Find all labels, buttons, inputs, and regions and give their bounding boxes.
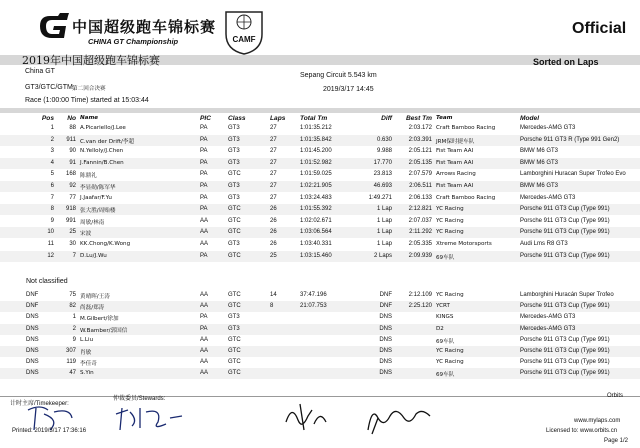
timekeeper-label: 计时主席/Timekeeper: — [10, 401, 69, 407]
result-cell-total: 1:03:15.460 — [300, 252, 332, 259]
result-cell-model: BMW M6 GT3 — [520, 148, 559, 155]
event-datetime: 2019/3/17 14:45 — [323, 86, 374, 93]
result-cell-best: 2:07.037 — [408, 217, 432, 224]
result-cell-pic: PA — [200, 252, 208, 259]
stewards-label: 仲裁委员/Stewards: — [113, 396, 166, 402]
result-cell-laps: 26 — [270, 206, 277, 213]
result-cell-model: Lamborghini Huracan Super Trofeo Evo — [520, 171, 626, 178]
nc-cell-class: GTC — [228, 336, 241, 343]
column-header-total: Total Tm — [300, 115, 328, 122]
site-mylaps: www.mylaps.com — [574, 418, 621, 424]
result-cell-laps: 27 — [270, 136, 277, 143]
nc-cell-model: Porsche 911 GT3 Cup (Type 991) — [520, 303, 610, 310]
nc-cell-class: GTC — [228, 348, 241, 354]
result-cell-best: 2:11.292 — [409, 229, 432, 236]
result-cell-class: GTC — [228, 171, 241, 178]
event-race-line: Race (1:00:00 Time) started at 15:03:44 — [25, 97, 149, 104]
result-cell-class: GT3 — [228, 125, 240, 131]
nc-cell-name: 肖敏 — [80, 350, 92, 356]
nc-cell-name: W.Bamber/郭国信 — [80, 327, 128, 334]
result-cell-best: 2:06.133 — [408, 194, 432, 201]
nc-cell-team: D2 — [436, 325, 444, 332]
season-title: 2019年中国超级跑车锦标赛 — [22, 54, 160, 67]
result-cell-diff: 9.988 — [376, 148, 392, 155]
nc-cell-diff: DNF — [379, 303, 392, 310]
result-cell-class: GT3 — [228, 183, 240, 189]
nc-cell-name: S.Yin — [80, 370, 94, 377]
result-cell-pos: 12 — [47, 252, 54, 259]
result-cell-name: 宋波 — [80, 231, 92, 238]
nc-cell-diff: DNS — [379, 314, 392, 321]
result-cell-laps: 27 — [270, 194, 277, 201]
result-cell-model: Porsche 911 GT3 Cup (Type 991) — [520, 206, 610, 213]
sorted-on-label: Sorted on Laps — [533, 57, 599, 67]
result-cell-name: 陈鼎礼 — [80, 173, 97, 180]
result-cell-name: A.Picariello/J.Lee — [80, 125, 126, 131]
nc-cell-no: 307 — [65, 348, 76, 354]
result-cell-diff: 2 Laps — [373, 252, 392, 259]
result-cell-team: Fist Team AAI — [436, 148, 474, 155]
result-cell-team: Craft Bamboo Racing — [436, 125, 496, 131]
series-name-en: CHINA GT Championship — [88, 37, 179, 46]
result-cell-name: J.Fannin/B.Chen — [80, 159, 124, 166]
nc-cell-pic: AA — [200, 303, 209, 310]
result-cell-no: 168 — [65, 171, 76, 178]
result-cell-best: 2:05.135 — [408, 159, 432, 166]
result-cell-total: 1:01:52.982 — [300, 159, 332, 166]
nc-cell-model: Mercedes-AMG GT3 — [520, 314, 576, 321]
nc-cell-team: YC Racing — [436, 348, 464, 354]
nc-cell-team: 69车队 — [436, 338, 455, 345]
result-cell-pos: 6 — [50, 183, 54, 189]
result-cell-pos: 7 — [50, 194, 54, 201]
nc-cell-model: Mercedes-AMG GT3 — [520, 325, 576, 332]
result-cell-total: 1:01:45.200 — [300, 148, 332, 155]
result-cell-total: 1:03:06.564 — [300, 229, 332, 236]
result-cell-team: Craft Bamboo Racing — [436, 194, 496, 201]
result-cell-model: BMW M6 GT3 — [520, 159, 559, 166]
result-cell-pos: 1 — [50, 125, 54, 131]
column-header-laps: Laps — [270, 115, 286, 122]
result-cell-diff: 1 Lap — [376, 206, 392, 213]
result-cell-pic: AA — [200, 217, 209, 224]
result-cell-no: 7 — [72, 252, 76, 259]
nc-cell-pos: DNS — [26, 359, 39, 366]
nc-cell-model: Porsche 911 GT3 Cup (Type 991) — [520, 359, 610, 366]
result-cell-model: Mercedes-AMG GT3 — [520, 194, 576, 201]
nc-cell-team: YC Racing — [436, 292, 464, 298]
result-cell-pos: 11 — [47, 241, 54, 247]
nc-cell-pic: AA — [200, 348, 209, 354]
result-cell-class: GT3 — [228, 194, 240, 201]
nc-cell-pic: AA — [200, 292, 209, 298]
result-cell-team: Fist Team AAI — [436, 183, 474, 189]
result-cell-pos: 8 — [50, 206, 54, 213]
camf-emblem-icon — [222, 6, 266, 56]
event-circuit: Sepang Circuit 5.543 km — [300, 72, 377, 79]
result-cell-name: 周敏/林南 — [80, 219, 105, 226]
nc-cell-no: 47 — [69, 370, 76, 377]
nc-cell-no: 75 — [69, 292, 76, 298]
event-classes: GT3/GTC/GTM — [25, 84, 73, 91]
nc-cell-pos: DNF — [26, 292, 39, 298]
nc-cell-laps: 8 — [270, 303, 274, 310]
nc-cell-diff: DNS — [379, 348, 392, 354]
nc-cell-diff: DNS — [379, 336, 392, 343]
result-cell-laps: 26 — [270, 217, 277, 224]
nc-cell-team: 69车队 — [436, 372, 455, 379]
nc-cell-name: 尚磊/郑涛 — [80, 305, 105, 312]
result-cell-no: 991 — [65, 217, 76, 224]
column-header-name: Name — [80, 115, 99, 121]
result-cell-total: 1:02:21.905 — [300, 183, 332, 189]
result-cell-no: 77 — [69, 194, 76, 201]
nc-cell-pos: DNS — [26, 370, 39, 377]
series-name-cn: 中国超级跑车锦标赛 — [72, 18, 217, 36]
nc-cell-no: 2 — [72, 325, 76, 332]
not-classified-label: Not classified — [26, 278, 68, 285]
nc-cell-model: Porsche 911 GT3 Cup (Type 991) — [520, 336, 610, 343]
nc-cell-pos: DNS — [26, 336, 39, 343]
nc-cell-model: Porsche 911 GT3 Cup (Type 991) — [520, 370, 610, 377]
nc-cell-pic: PA — [200, 325, 208, 332]
nc-cell-team: YC Racing — [436, 359, 464, 366]
event-round: 第二回合决赛 — [72, 86, 106, 92]
result-cell-model: Mercedes-AMG GT3 — [520, 125, 576, 131]
result-cell-no: 30 — [69, 241, 76, 247]
result-cell-pos: 2 — [50, 136, 54, 143]
nc-cell-no: 9 — [72, 336, 76, 343]
result-cell-pic: PA — [200, 171, 208, 178]
steward-signature-2-icon — [280, 400, 340, 434]
nc-cell-class: GT3 — [228, 314, 240, 321]
china-gt-logo-icon — [38, 10, 72, 42]
result-cell-team: YC Racing — [436, 206, 464, 213]
column-header-model: Model — [520, 115, 540, 122]
nc-cell-team: YCRT — [436, 303, 450, 310]
column-header-diff: Diff — [381, 115, 392, 122]
page-number: Page 1/2 — [604, 438, 629, 444]
result-cell-total: 1:01:55.392 — [300, 206, 332, 213]
result-cell-best: 2:12.821 — [408, 206, 432, 213]
result-cell-laps: 26 — [270, 229, 277, 236]
nc-cell-name: 黄晴晖/王涛 — [80, 294, 110, 300]
result-cell-best: 2:05.121 — [408, 148, 432, 155]
result-cell-model: Porsche 911 GT3 Cup (Type 991) — [520, 252, 610, 259]
result-cell-name: KK.Chong/K.Wong — [80, 241, 131, 247]
result-cell-no: 911 — [66, 136, 76, 143]
nc-cell-model: Lamborghini Huracán Super Trofeo — [520, 292, 614, 298]
result-cell-no: 25 — [69, 229, 76, 236]
result-cell-model: BMW M6 GT3 — [520, 183, 559, 189]
result-cell-pic: AA — [200, 241, 209, 247]
result-cell-diff: 0.630 — [376, 136, 392, 143]
column-header-class: Class — [228, 115, 246, 122]
column-header-best: Best Tm — [405, 115, 432, 122]
nc-cell-total: 21:07.753 — [300, 303, 327, 310]
result-cell-class: GTC — [228, 206, 241, 213]
result-cell-class: GT3 — [228, 136, 240, 143]
header-bar — [0, 108, 640, 113]
nc-cell-class: GTC — [228, 303, 241, 310]
nc-cell-class: GTC — [228, 292, 241, 298]
result-cell-laps: 27 — [270, 171, 277, 178]
nc-cell-name: 李佳奇 — [80, 361, 97, 368]
result-cell-model: Porsche 911 GT3 R (Type 991 Gen2) — [520, 136, 620, 143]
result-cell-pos: 10 — [47, 229, 54, 236]
result-cell-class: GTC — [228, 217, 241, 224]
nc-cell-diff: DNF — [379, 292, 392, 298]
result-cell-pic: PA — [200, 125, 208, 131]
column-header-no: No — [67, 115, 76, 122]
result-cell-team: Arrows Racing — [436, 171, 476, 178]
steward-signature-3-icon — [360, 400, 440, 436]
official-label: Official — [572, 20, 627, 37]
event-series: China GT — [25, 68, 55, 75]
result-cell-total: 1:01:59.025 — [300, 171, 332, 178]
result-cell-total: 1:03:24.483 — [300, 194, 332, 201]
result-cell-laps: 26 — [270, 241, 277, 247]
nc-cell-pic: AA — [200, 336, 209, 343]
result-cell-total: 1:01:35.842 — [300, 136, 332, 143]
result-cell-best: 2:05.335 — [408, 241, 432, 247]
result-cell-name: D.Lu/J.Wu — [80, 252, 107, 259]
column-header-pos: Pos — [41, 115, 54, 122]
result-cell-pic: AA — [200, 229, 209, 236]
result-cell-pic: PA — [200, 194, 208, 201]
result-cell-diff: 46.693 — [373, 183, 392, 189]
result-cell-name: 张大胜/周贻楼 — [80, 208, 116, 215]
result-cell-model: Audi Lms R8 GT3 — [520, 241, 568, 247]
result-cell-diff: 1 Lap — [376, 229, 392, 236]
camf-label: CAMF — [232, 35, 256, 44]
result-cell-best: 2:03.172 — [408, 125, 432, 131]
result-cell-class: GT3 — [228, 159, 240, 166]
result-cell-diff: 1:49.271 — [368, 194, 392, 201]
result-cell-diff: 17.770 — [373, 159, 392, 166]
nc-cell-pos: DNS — [26, 314, 39, 321]
nc-cell-pic: AA — [200, 359, 209, 366]
result-cell-class: GTC — [228, 252, 241, 259]
result-cell-name: 李显勋/陈军华 — [80, 185, 116, 191]
result-cell-no: 90 — [69, 148, 76, 155]
result-cell-name: J.Jaafar/F.Yu — [80, 194, 112, 201]
nc-cell-laps: 14 — [270, 292, 277, 298]
nc-cell-diff: DNS — [379, 370, 392, 377]
nc-cell-pos: DNS — [26, 325, 39, 332]
result-cell-pos: 4 — [50, 159, 54, 166]
result-cell-pic: PA — [200, 159, 208, 166]
nc-cell-no: 119 — [66, 359, 76, 366]
nc-cell-class: GTC — [228, 359, 241, 366]
nc-cell-team: KINGS — [436, 314, 454, 321]
result-cell-best: 2:09.939 — [408, 252, 432, 259]
nc-cell-no: 1 — [72, 314, 76, 321]
nc-cell-name: M.Gilbert/徐加 — [80, 316, 119, 323]
result-cell-total: 1:01:35.212 — [300, 125, 332, 131]
column-header-team: Team — [436, 115, 453, 121]
nc-cell-name: L.Liu — [80, 336, 94, 343]
nc-cell-total: 37:47.196 — [300, 292, 327, 298]
result-cell-diff: 23.813 — [373, 171, 392, 178]
nc-cell-pos: DNF — [26, 303, 39, 310]
orbits-label: Orbits — [607, 393, 624, 399]
result-cell-pos: 3 — [50, 148, 54, 155]
result-cell-team: YC Racing — [436, 229, 464, 236]
result-cell-diff: 1 Lap — [376, 241, 392, 247]
nc-cell-diff: DNS — [379, 359, 392, 366]
result-cell-laps: 25 — [270, 252, 277, 259]
result-cell-no: 91 — [69, 159, 76, 166]
result-cell-laps: 27 — [270, 148, 277, 155]
result-cell-class: GTC — [228, 229, 241, 236]
result-cell-total: 1:03:40.331 — [300, 241, 332, 247]
result-cell-pos: 5 — [50, 171, 54, 178]
result-cell-team: Xtreme Motorsports — [436, 241, 492, 247]
nc-cell-diff: DNS — [379, 325, 392, 332]
nc-cell-best: 2:12.109 — [408, 292, 432, 298]
result-cell-best: 2:06.511 — [409, 183, 432, 189]
result-cell-laps: 27 — [270, 183, 277, 189]
site-orbits: Licensed to: www.orbits.cn — [546, 428, 618, 434]
nc-cell-pic: AA — [200, 370, 209, 377]
result-cell-diff: 1 Lap — [376, 217, 392, 224]
result-cell-laps: 27 — [270, 159, 277, 166]
result-cell-class: GT3 — [228, 241, 240, 247]
result-cell-no: 88 — [69, 125, 76, 131]
nc-cell-pos: DNS — [26, 348, 39, 354]
result-cell-best: 2:07.579 — [408, 171, 432, 178]
nc-cell-class: GT3 — [228, 325, 240, 332]
result-cell-team: JRM保时捷车队 — [436, 138, 475, 145]
result-cell-best: 2:03.391 — [408, 136, 432, 143]
result-cell-name: N.Yelloly/J.Chen — [80, 148, 124, 155]
result-cell-team: YC Racing — [436, 217, 464, 224]
footer-divider — [0, 396, 640, 397]
result-cell-model: Porsche 911 GT3 Cup (Type 991) — [520, 217, 610, 224]
result-cell-pic: PA — [200, 183, 208, 189]
nc-cell-model: Porsche 911 GT3 Cup (Type 991) — [520, 348, 610, 354]
result-cell-total: 1:02:02.671 — [300, 217, 332, 224]
result-cell-model: Porsche 911 GT3 Cup (Type 991) — [520, 229, 610, 236]
result-cell-team: Fist Team AAI — [436, 159, 474, 166]
result-cell-pic: PA — [200, 136, 208, 143]
result-cell-class: GT3 — [228, 148, 240, 155]
printed-label: Printed: 2019/3/17 17:36:16 — [12, 428, 87, 434]
nc-cell-best: 2:25.120 — [408, 303, 432, 310]
result-cell-pic: PA — [200, 148, 208, 155]
result-cell-team: 69车队 — [436, 254, 455, 261]
result-cell-pic: PA — [200, 206, 208, 213]
result-cell-laps: 27 — [270, 125, 277, 131]
steward-signature-1-icon — [110, 400, 190, 436]
result-cell-no: 92 — [69, 183, 76, 189]
column-header-pic: PIC — [200, 115, 211, 122]
result-cell-pos: 9 — [50, 217, 54, 224]
result-cell-name: C.van der Drift/李超 — [80, 138, 135, 145]
result-cell-no: 918 — [65, 206, 76, 213]
nc-cell-class: GTC — [228, 370, 241, 377]
nc-cell-no: 82 — [69, 303, 76, 310]
nc-cell-pic: PA — [200, 314, 208, 321]
